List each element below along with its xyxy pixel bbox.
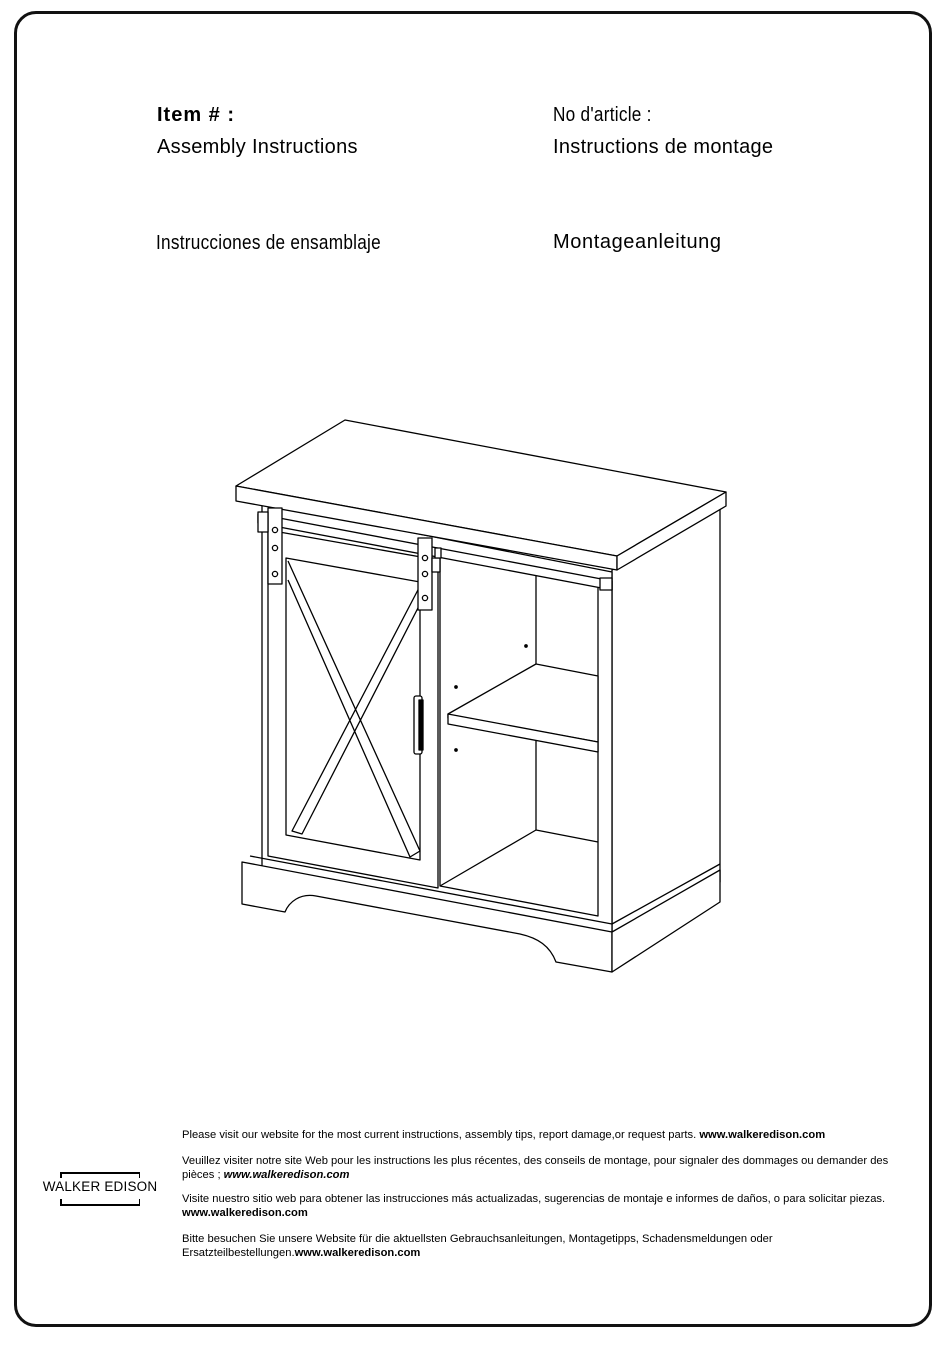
footer-german-text: Bitte besuchen Sie unsere Website für die aktuellsten Gebrauchsanleitungen, Montagetipps, Schadensmeldungen oder Ersatzteilbestellungen. bbox=[182, 1233, 773, 1259]
instrucciones-ensamblaje-title: Instrucciones de ensamblaje bbox=[156, 232, 381, 254]
footer-spanish bbox=[182, 1192, 910, 1220]
footer-spanish-text: Visite nuestro sitio web para obtener las instrucciones más actualizadas, sugerencias de montaje e informes de daños, o para solicitar piezas. bbox=[182, 1193, 886, 1205]
footer-french bbox=[182, 1154, 910, 1182]
footer-english-url[interactable]: www.walkeredison.com bbox=[699, 1129, 826, 1141]
assembly-instructions-title: Assembly Instructions bbox=[157, 136, 358, 158]
footer-french-url[interactable]: www.walkeredison.com bbox=[223, 1169, 350, 1181]
footer-english bbox=[182, 1128, 910, 1142]
instructions-montage-title: Instructions de montage bbox=[553, 136, 774, 158]
item-number-label: Item # : bbox=[157, 104, 236, 126]
footer-english-text: Please visit our website for the most current instructions, assembly tips, report damage,or request parts. bbox=[182, 1129, 700, 1141]
montageanleitung-title: Montageanleitung bbox=[553, 231, 722, 253]
barn-door-cabinet-illustration bbox=[230, 415, 730, 975]
footer-german bbox=[182, 1232, 910, 1260]
article-number-label: No d'article : bbox=[553, 104, 652, 126]
walker-edison-logo bbox=[40, 1172, 160, 1206]
footer-french-text: Veuillez visiter notre site Web pour les instructions les plus récentes, des conseils de montage, pour signaler des dommages ou demander des pièces ; bbox=[182, 1155, 889, 1181]
footer-german-url[interactable]: www.walkeredison.com bbox=[294, 1247, 421, 1259]
footer-spanish-url[interactable]: www.walkeredison.com bbox=[182, 1207, 308, 1219]
logo-text: WALKER EDISON bbox=[42, 1179, 158, 1194]
